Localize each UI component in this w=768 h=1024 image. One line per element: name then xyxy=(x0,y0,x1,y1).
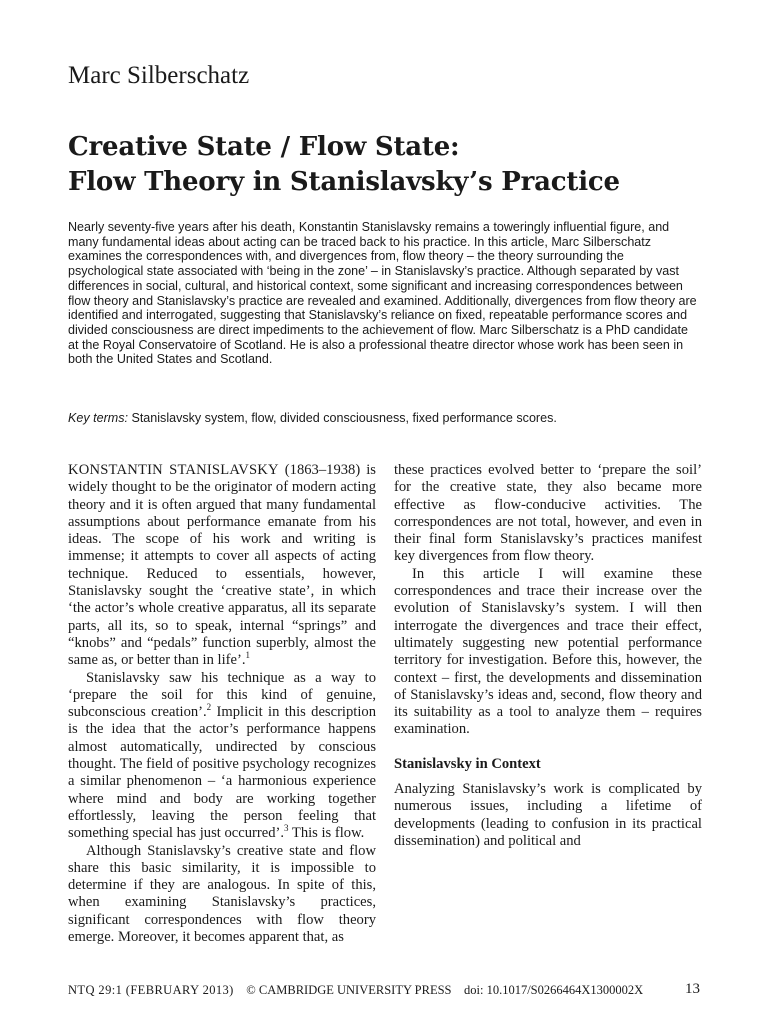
paragraph-2-text-b: Implicit in this description is the idea that the actor’s performance happens almost automatically, undirected by conscious thought. The field of positive psychology recognizes a similar phenomenon – ‘a harmonious experience where mind and body are working together effortlessly, leaving the person feeling that something special has just occurred’. xyxy=(68,704,376,842)
page-footer xyxy=(68,983,700,998)
article-title xyxy=(68,130,620,200)
author-name: Marc Silberschatz xyxy=(68,62,250,89)
page-number: 13 xyxy=(685,981,700,997)
paragraph-2-text-a: Stanislavsky saw his technique as a way to ‘prepare the soil for this kind of genuine, subconscious creation’. xyxy=(68,669,376,721)
body-column-right xyxy=(394,462,702,850)
paragraph-5: Analyzing Stanislavsky’s work is complicated by numerous issues, including a lifetime of developments (leading to confusion in its practical dissemination) and political and xyxy=(394,781,702,849)
opening-name: KONSTANTIN STANISLAVSKY xyxy=(68,462,279,478)
section-heading: Stanislavsky in Context xyxy=(394,755,541,772)
body-column-left xyxy=(68,462,376,946)
footer-press: © CAMBRIDGE UNIVERSITY PRESS xyxy=(246,983,452,997)
key-terms-list: Stanislavsky system, flow, divided consciousness, fixed performance scores. xyxy=(127,411,557,425)
paragraph-1 xyxy=(68,462,376,670)
paragraph-3: Although Stanislavsky’s creative state and flow share this basic similarity, it is impossible to determine if they are analogous. In spite of this, when examining Stanislavsky’s practices, significant correspondences with flow theory emerge. Moreover, it becomes apparent that, as xyxy=(68,842,376,946)
footnote-ref-3: 3 xyxy=(284,823,289,834)
abstract: Nearly seventy-five years after his death, Konstantin Stanislavsky remains a toweringly influential figure, and many fundamental ideas about acting can be traced back to his practice. In this article, Marc Silberschatz examines the correspondences with, and divergences from, flow theory – the theory surrounding the psychological state associated with ‘being in the zone’ – in Stanislavsky’s practice. Although separated by vast differences in social, cultural, and historical context, some significant and increasing correspondences between flow theory and Stanislavsky’s practice are revealed and examined. Additionally, divergences from flow theory are identified and interrogated, suggesting that Stanislavsky’s reliance on fixed, repeatable performance scores and divided consciousness are direct impediments to the achievement of flow. Marc Silberschatz is a PhD candidate at the Royal Conservatoire of Scotland. He is also a professional theatre director whose work has been seen in both the United States and Scotland. xyxy=(68,220,697,367)
paragraph-4: In this article I will examine these correspondences and trace their increase over the evolution of Stanislavsky’s system. I will then interrogate the divergences and trace their effect, ultimately suggesting new potential performance territory for investigation. Before this, however, the context – first, the developments and dissemination of Stanislavsky’s ideas and, second, flow theory and its suitability as a tool to analyze them – requires examination. xyxy=(394,565,702,738)
paragraph-3-continued: these practices evolved better to ‘prepare the soil’ for the creative state, they also became more effective as flow-conducive activities. The correspondences are not total, however, and even in their final form Stanislavsky’s practices manifest key divergences from flow theory. xyxy=(394,462,702,565)
paragraph-2 xyxy=(68,670,376,843)
footnote-ref-2: 2 xyxy=(206,702,212,713)
title-line-1: Creative State / Flow State: xyxy=(68,132,460,162)
footnote-ref-1: 1 xyxy=(245,650,250,661)
key-terms-label: Key terms: xyxy=(68,411,128,425)
paragraph-1-text: (1863–1938) is widely thought to be the originator of modern acting theory and it is often argued that many fundamental assumptions about performance emanate from his ideas. The scope of his work and writing is immense; it attempts to cover all aspects of acting technique. Reduced to essentials, however, Stanislavsky sought the ‘creative state’, in which ‘the actor’s whole creative apparatus, all its separate parts, all its, so to speak, internal “springs” and “knobs” and “pedals” function superbly, almost the same as, or better than in life’. xyxy=(68,462,376,669)
title-line-2: Flow Theory in Stanislavsky’s Practice xyxy=(68,167,620,197)
footer-journal: NTQ 29:1 (FEBRUARY 2013) xyxy=(68,983,234,997)
paragraph-2-text-c: This is flow. xyxy=(288,825,365,842)
footer-doi: doi: 10.1017/S0266464X1300002X xyxy=(464,983,644,997)
key-terms xyxy=(68,411,700,426)
